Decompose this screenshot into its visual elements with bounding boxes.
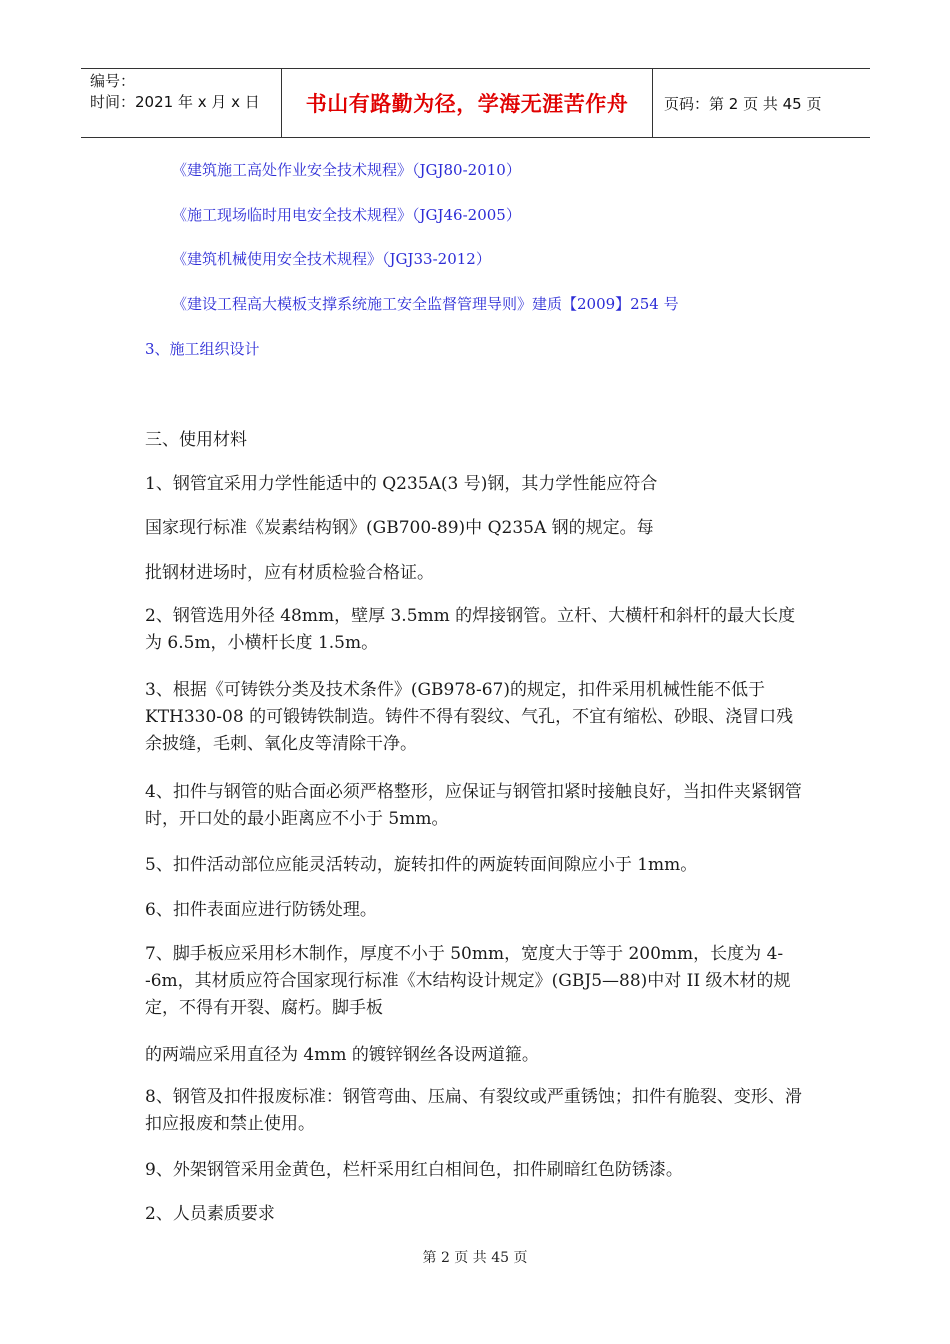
paragraph-4: 4、扣件与钢管的贴合面必须严格整形，应保证与钢管扣紧时接触良好，当扣件夹紧钢管时，开口处的最小距离应不小于 5mm。	[145, 782, 802, 829]
paragraph-7: 7、脚手板应采用杉木制作，厚度不小于 50mm，宽度大于等于 200mm，长度为 4--6m，其材质应符合国家现行标准《木结构设计规定》(GBJ5—88)中对 II 级木材的规定，不得有开裂、腐朽。脚手板	[145, 944, 791, 1018]
number-label: 编号：	[90, 72, 136, 90]
paragraph-8: 8、钢管及扣件报废标准：钢管弯曲、压扁、有裂纹或严重锈蚀；扣件有脆裂、变形、滑扣应报废和禁止使用。	[145, 1087, 802, 1134]
paragraph-6: 6、扣件表面应进行防锈处理。	[145, 900, 377, 920]
reference-item: 《建筑施工高处作业安全技术规程》（JGJ80-2010）	[172, 161, 521, 179]
paragraph-2: 2、钢管选用外径 48mm，壁厚 3.5mm 的焊接钢管。立杆、大横杆和斜杆的最大长度为 6.5m，小横杆长度 1.5m。	[145, 606, 796, 653]
paragraph-personnel: 2、人员素质要求	[145, 1204, 275, 1224]
document-header	[81, 68, 870, 138]
page-footer: 第 2 页 共 45 页	[422, 1250, 528, 1266]
reference-item: 《施工现场临时用电安全技术规程》（JGJ46-2005）	[172, 206, 521, 224]
reference-item: 《建设工程高大模板支撑系统施工安全监督管理导则》建质【2009】254 号	[172, 295, 679, 313]
paragraph-1-line-3: 批钢材进场时，应有材质检验合格证。	[145, 563, 434, 583]
paragraph-3: 3、根据《可铸铁分类及技术条件》(GB978-67)的规定，扣件采用机械性能不低于 KTH330-08 的可锻铸铁制造。铸件不得有裂纹、气孔，不宜有缩松、砂眼、浇冒口残余披缝，毛刺、氧化皮等清除干净。	[145, 680, 794, 754]
time-label: 时间：2021 年 x 月 x 日	[90, 93, 260, 111]
header-meta-cell	[81, 69, 282, 137]
paragraph-5: 5、扣件活动部位应能灵活转动，旋转扣件的两旋转面间隙应小于 1mm。	[145, 855, 698, 875]
reference-item-construction-design: 3、施工组织设计	[145, 340, 260, 358]
header-motto: 书山有路勤为径，学海无涯苦作舟	[282, 69, 653, 137]
reference-item: 《建筑机械使用安全技术规程》（JGJ33-2012）	[172, 250, 491, 268]
paragraph-9: 9、外架钢管采用金黄色，栏杆采用红白相间色，扣件刷暗红色防锈漆。	[145, 1160, 683, 1180]
section-title: 三、使用材料	[145, 430, 247, 450]
paragraph-7-continued: 的两端应采用直径为 4mm 的镀锌钢丝各设两道箍。	[145, 1045, 539, 1065]
paragraph-1-line-2: 国家现行标准《炭素结构钢》(GB700-89)中 Q235A 钢的规定。每	[145, 518, 654, 538]
header-page-number: 页码：第 2 页 共 45 页	[664, 94, 822, 113]
paragraph-1-line-1: 1、钢管宜采用力学性能适中的 Q235A(3 号)钢，其力学性能应符合	[145, 474, 658, 494]
